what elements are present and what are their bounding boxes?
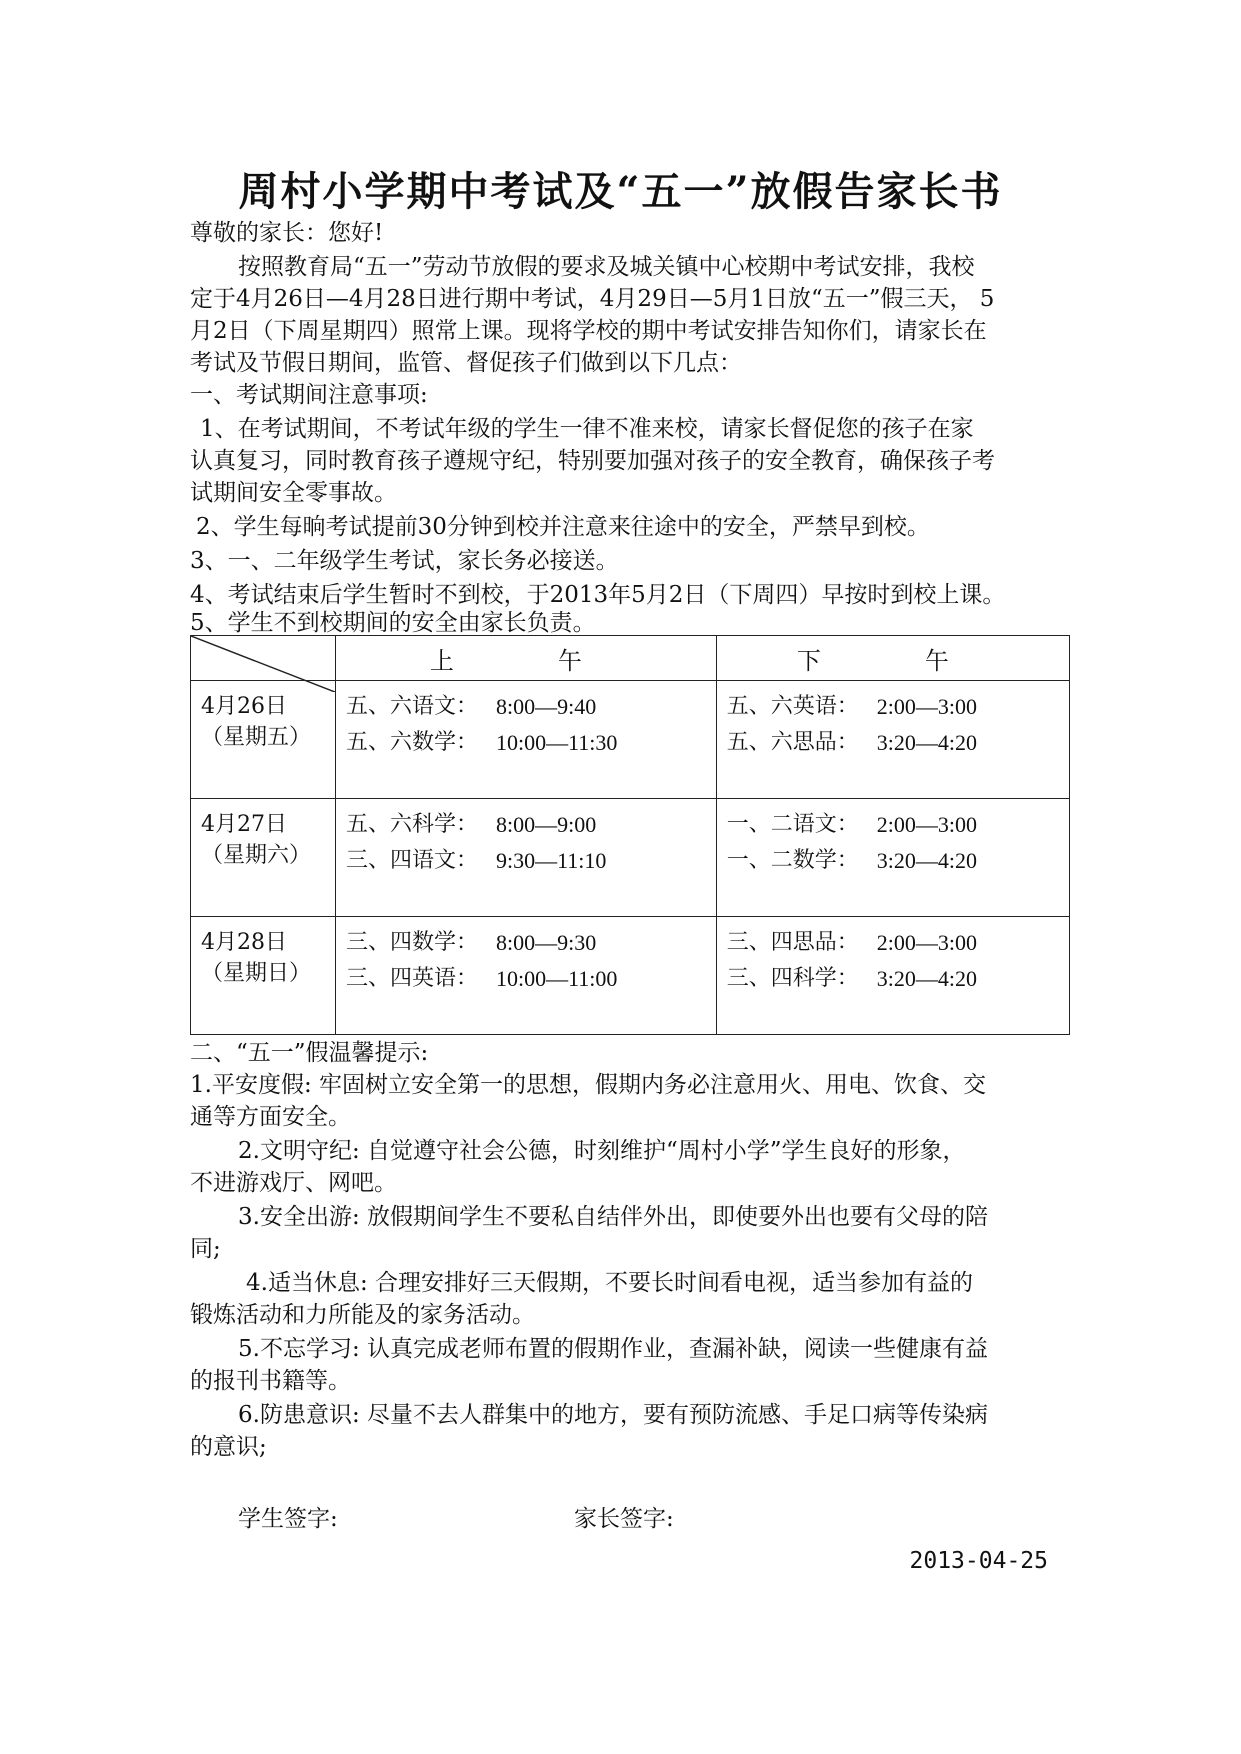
tip-3b: 同; xyxy=(190,1236,221,1262)
document-date: 2013-04-25 xyxy=(909,1548,1048,1574)
exam-slot xyxy=(727,925,1059,961)
exam-subject: 五、六英语： xyxy=(726,694,859,719)
day-cell xyxy=(191,799,336,917)
diagonal-corner-cell xyxy=(191,636,336,681)
exam-time: 8:00—9:00 xyxy=(496,812,597,837)
diagonal-line xyxy=(191,636,335,692)
exam-time: 3:20—4:20 xyxy=(876,966,978,991)
exam-slot xyxy=(346,807,706,843)
day-date: 4月27日 xyxy=(201,812,287,837)
notice-item-5: 5、学生不到校期间的安全由家长负责。 xyxy=(190,610,596,636)
morning-cell xyxy=(336,799,717,917)
tip-5a: 5.不忘学习: 认真完成老师布置的假期作业，查漏补缺，阅读一些健康有益 xyxy=(238,1336,989,1362)
tip-4b: 锻炼活动和力所能及的家务活动。 xyxy=(190,1302,535,1328)
tip-2a: 2.文明守纪: 自觉遵守社会公德，时刻维护“周村小学”学生良好的形象， xyxy=(238,1138,966,1164)
tip-3a: 3.安全出游: 放假期间学生不要私自结伴外出，即使要外出也要有父母的陪 xyxy=(238,1204,989,1230)
day-weekday: （星期五） xyxy=(201,725,312,750)
morning-cell xyxy=(336,917,717,1035)
greeting: 尊敬的家长：您好! xyxy=(190,220,384,246)
exam-subject: 一、二语文： xyxy=(726,812,859,837)
header-afternoon: 下 午 xyxy=(716,636,1069,681)
exam-slot xyxy=(346,725,706,761)
exam-slot xyxy=(727,725,1059,761)
exam-slot xyxy=(727,689,1059,725)
section1-heading: 一、考试期间注意事项: xyxy=(190,382,428,408)
exam-time: 9:30—11:10 xyxy=(496,848,607,873)
notice-item-1a: 1、在考试期间，不考试年级的学生一律不准来校，请家长督促您的孩子在家 xyxy=(200,416,974,442)
tip-1a: 1.平安度假: 牢固树立安全第一的思想，假期内务必注意用火、用电、饮食、交 xyxy=(190,1072,987,1098)
exam-time: 2:00—3:00 xyxy=(876,694,978,719)
afternoon-cell xyxy=(716,917,1069,1035)
day-weekday: （星期日） xyxy=(201,961,312,986)
exam-slot xyxy=(727,843,1059,879)
exam-slot xyxy=(346,843,706,879)
exam-time: 10:00—11:00 xyxy=(496,966,618,991)
exam-subject: 五、六思品： xyxy=(726,730,859,755)
exam-subject: 一、二数学： xyxy=(726,848,859,873)
exam-subject: 三、四思品： xyxy=(726,930,859,955)
day-weekday: （星期六） xyxy=(201,843,312,868)
intro-line-4: 考试及节假日期间，监管、督促孩子们做到以下几点： xyxy=(190,350,742,376)
exam-slot xyxy=(346,961,706,997)
table-row xyxy=(191,917,1070,1035)
notice-item-1c: 试期间安全零事故。 xyxy=(190,480,397,506)
exam-slot xyxy=(346,925,706,961)
exam-time: 8:00—9:40 xyxy=(496,694,597,719)
exam-subject: 三、四科学： xyxy=(726,966,859,991)
exam-subject: 三、四英语： xyxy=(346,966,479,991)
tip-5b: 的报刊书籍等。 xyxy=(190,1368,351,1394)
notice-item-2: 2、学生每晌考试提前30分钟到校并注意来往途中的安全，严禁早到校。 xyxy=(196,514,930,540)
notice-item-3: 3、一、二年级学生考试，家长务必接送。 xyxy=(190,548,619,574)
exam-time: 2:00—3:00 xyxy=(876,930,978,955)
exam-slot xyxy=(727,961,1059,997)
notice-item-4: 4、考试结束后学生暂时不到校，于2013年5月2日（下周四）早按时到校上课。 xyxy=(190,582,1006,608)
exam-subject: 五、六语文： xyxy=(346,694,479,719)
tip-6a: 6.防患意识: 尽量不去人群集中的地方，要有预防流感、手足口病等传染病 xyxy=(238,1402,989,1428)
section2-heading: 二、“五一”假温馨提示: xyxy=(190,1040,429,1066)
header-morning: 上 午 xyxy=(336,636,717,681)
intro-line-2: 定于4月26日—4月28日进行期中考试，4月29日—5月1日放“五一”假三天， 5 xyxy=(190,286,995,312)
day-date: 4月28日 xyxy=(201,930,287,955)
exam-schedule-table xyxy=(190,635,1070,1035)
day-cell xyxy=(191,917,336,1035)
tip-2b: 不进游戏厅、网吧。 xyxy=(190,1170,397,1196)
tip-4a: 4.适当休息: 合理安排好三天假期，不要长时间看电视，适当参加有益的 xyxy=(246,1270,974,1296)
exam-slot xyxy=(727,807,1059,843)
exam-time: 3:20—4:20 xyxy=(876,730,978,755)
exam-time: 10:00—11:30 xyxy=(496,730,618,755)
exam-time: 3:20—4:20 xyxy=(876,848,978,873)
day-date: 4月26日 xyxy=(201,694,287,719)
table-header-row xyxy=(191,636,1070,681)
parent-signature-label: 家长签字: xyxy=(574,1506,674,1532)
exam-slot xyxy=(346,689,706,725)
day-cell xyxy=(191,681,336,799)
intro-line-1: 按照教育局“五一”劳动节放假的要求及城关镇中心校期中考试安排，我校 xyxy=(238,254,975,280)
afternoon-cell xyxy=(716,681,1069,799)
table-row xyxy=(191,681,1070,799)
exam-subject: 三、四数学： xyxy=(346,930,479,955)
exam-subject: 五、六数学： xyxy=(346,730,479,755)
tip-1b: 通等方面安全。 xyxy=(190,1104,351,1130)
tip-6b: 的意识; xyxy=(190,1434,267,1460)
exam-time: 8:00—9:30 xyxy=(496,930,597,955)
afternoon-cell xyxy=(716,799,1069,917)
morning-cell xyxy=(336,681,717,799)
exam-subject: 三、四语文： xyxy=(346,848,479,873)
exam-time: 2:00—3:00 xyxy=(876,812,978,837)
intro-line-3: 月2日（下周星期四）照常上课。现将学校的期中考试安排告知你们，请家长在 xyxy=(190,318,987,344)
document-title: 周村小学期中考试及“五一”放假告家长书 xyxy=(238,168,1003,215)
table-row xyxy=(191,799,1070,917)
student-signature-label: 学生签字: xyxy=(238,1506,338,1532)
notice-item-1b: 认真复习，同时教育孩子遵规守纪，特别要加强对孩子的安全教育，确保孩子考 xyxy=(190,448,995,474)
exam-subject: 五、六科学： xyxy=(346,812,479,837)
